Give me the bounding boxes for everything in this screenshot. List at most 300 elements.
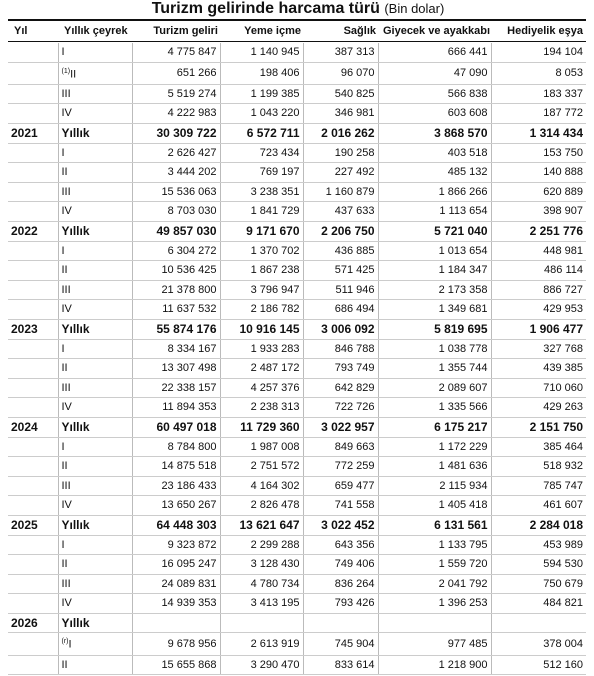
clothing-cell: 977 485	[378, 633, 491, 655]
quarter-row	[8, 182, 586, 202]
health-cell: 2 206 750	[303, 222, 378, 242]
quarter-row	[8, 378, 586, 398]
souvenirs-cell: 183 337	[491, 84, 586, 104]
quarter-cell	[58, 280, 132, 300]
souvenirs-cell: 398 907	[491, 202, 586, 222]
quarter-row	[8, 574, 586, 594]
food-drink-cell: 1 841 729	[220, 202, 303, 222]
quarter-row	[8, 84, 586, 104]
quarter-cell	[58, 574, 132, 594]
quarter-row	[8, 457, 586, 477]
quarter-row	[8, 555, 586, 575]
clothing-cell: 1 396 253	[378, 594, 491, 614]
tourism-revenue-cell: 11 894 353	[132, 398, 220, 418]
quarter-row	[8, 535, 586, 555]
health-cell: 437 633	[303, 202, 378, 222]
quarter-cell	[58, 437, 132, 457]
tourism-revenue-cell: 55 874 176	[132, 319, 220, 339]
year-cell	[8, 378, 58, 398]
year-cell	[8, 555, 58, 575]
quarter-cell	[58, 62, 132, 84]
annual-row	[8, 417, 586, 437]
quarter-label: III	[61, 87, 71, 100]
quarter-row	[8, 359, 586, 379]
tourism-revenue-cell: 14 939 353	[132, 594, 220, 614]
quarter-label: II	[61, 658, 68, 671]
table-body	[8, 43, 586, 675]
clothing-cell: 2 041 792	[378, 574, 491, 594]
food-drink-cell: 3 128 430	[220, 555, 303, 575]
header-clothing: Giyecek ve ayakkabı	[382, 25, 490, 37]
clothing-cell: 2 115 934	[378, 476, 491, 496]
quarter-cell	[58, 476, 132, 496]
clothing-cell: 1 013 654	[378, 241, 491, 261]
quarter-label: IV	[61, 205, 72, 218]
food-drink-cell: 1 199 385	[220, 84, 303, 104]
souvenirs-cell: 378 004	[491, 633, 586, 655]
souvenirs-cell: 448 981	[491, 241, 586, 261]
clothing-cell: 485 132	[378, 163, 491, 183]
health-cell: 346 981	[303, 104, 378, 124]
food-drink-cell: 1 987 008	[220, 437, 303, 457]
clothing-cell: 47 090	[378, 62, 491, 84]
souvenirs-cell: 1 906 477	[491, 319, 586, 339]
food-drink-cell: 1 933 283	[220, 339, 303, 359]
year-cell: 2023	[8, 319, 58, 339]
souvenirs-cell: 429 953	[491, 300, 586, 320]
health-cell: 793 749	[303, 359, 378, 379]
quarter-cell	[58, 378, 132, 398]
year-cell	[8, 241, 58, 261]
year-cell: 2022	[8, 222, 58, 242]
clothing-cell: 1 349 681	[378, 300, 491, 320]
health-cell: 643 356	[303, 535, 378, 555]
quarter-label: IV	[61, 401, 72, 414]
quarter-row	[8, 476, 586, 496]
health-cell: 745 904	[303, 633, 378, 655]
clothing-cell: 1 335 566	[378, 398, 491, 418]
quarter-cell	[58, 535, 132, 555]
quarter-cell	[58, 359, 132, 379]
quarter-cell	[58, 261, 132, 281]
quarter-label: II	[61, 264, 68, 277]
annual-row	[8, 124, 586, 144]
food-drink-cell: 769 197	[220, 163, 303, 183]
quarter-label: Yıllık	[61, 419, 90, 434]
food-drink-cell: 3 413 195	[220, 594, 303, 614]
clothing-cell: 1 038 778	[378, 339, 491, 359]
annual-row	[8, 515, 586, 535]
year-cell: 2026	[8, 613, 58, 633]
quarter-row	[8, 43, 586, 62]
quarter-label: I	[61, 440, 65, 453]
quarter-label: Yıllık	[61, 321, 90, 336]
souvenirs-cell: 886 727	[491, 280, 586, 300]
tourism-revenue-cell: 30 309 722	[132, 124, 220, 144]
tourism-revenue-cell: 2 626 427	[132, 143, 220, 163]
souvenirs-cell: 385 464	[491, 437, 586, 457]
food-drink-cell: 198 406	[220, 62, 303, 84]
year-cell: 2025	[8, 515, 58, 535]
tourism-revenue-cell: 23 186 433	[132, 476, 220, 496]
tourism-revenue-cell	[132, 613, 220, 633]
clothing-cell: 1 172 229	[378, 437, 491, 457]
food-drink-cell: 2 238 313	[220, 398, 303, 418]
tourism-revenue-cell: 13 650 267	[132, 496, 220, 516]
year-cell	[8, 535, 58, 555]
souvenirs-cell: 750 679	[491, 574, 586, 594]
souvenirs-cell: 8 053	[491, 62, 586, 84]
quarter-label: I	[61, 538, 65, 551]
tourism-revenue-cell: 4 222 983	[132, 104, 220, 124]
clothing-cell: 403 518	[378, 143, 491, 163]
quarter-label: I	[61, 46, 65, 58]
food-drink-cell: 1 043 220	[220, 104, 303, 124]
souvenirs-cell: 518 932	[491, 457, 586, 477]
health-cell: 836 264	[303, 574, 378, 594]
health-cell: 190 258	[303, 143, 378, 163]
year-cell	[8, 143, 58, 163]
health-cell: 3 022 452	[303, 515, 378, 535]
clothing-cell: 2 089 607	[378, 378, 491, 398]
year-cell	[8, 496, 58, 516]
tourism-revenue-cell: 8 784 800	[132, 437, 220, 457]
quarter-label: III	[61, 185, 71, 198]
food-drink-cell	[220, 613, 303, 633]
quarter-cell	[58, 182, 132, 202]
year-cell	[8, 339, 58, 359]
year-cell	[8, 62, 58, 84]
quarter-row	[8, 241, 586, 261]
page-title	[8, 0, 588, 18]
quarter-label: III	[61, 577, 71, 590]
header-souvenirs: Hediyelik eşya	[507, 25, 583, 37]
souvenirs-cell: 1 314 434	[491, 124, 586, 144]
tourism-revenue-cell: 13 307 498	[132, 359, 220, 379]
quarter-row	[8, 62, 586, 84]
quarter-label: I	[61, 342, 65, 355]
souvenirs-cell: 327 768	[491, 339, 586, 359]
quarter-cell	[58, 202, 132, 222]
quarter-label: I	[68, 639, 72, 652]
quarter-label: III	[61, 283, 71, 296]
food-drink-cell: 9 171 670	[220, 222, 303, 242]
souvenirs-cell: 785 747	[491, 476, 586, 496]
health-cell: 227 492	[303, 163, 378, 183]
year-cell	[8, 104, 58, 124]
clothing-cell: 1 355 744	[378, 359, 491, 379]
quarter-cell	[58, 555, 132, 575]
souvenirs-cell: 710 060	[491, 378, 586, 398]
food-drink-cell: 2 826 478	[220, 496, 303, 516]
tourism-revenue-cell: 8 703 030	[132, 202, 220, 222]
annual-row	[8, 319, 586, 339]
quarter-cell	[58, 319, 132, 339]
quarter-label: II	[61, 362, 68, 375]
food-drink-cell: 10 916 145	[220, 319, 303, 339]
food-drink-cell: 2 613 919	[220, 633, 303, 655]
year-cell	[8, 594, 58, 614]
food-drink-cell: 1 140 945	[220, 43, 303, 62]
year-cell	[8, 261, 58, 281]
souvenirs-cell: 153 750	[491, 143, 586, 163]
table-header	[8, 19, 586, 42]
quarter-row	[8, 594, 586, 614]
footnote-marker: (1)	[61, 67, 71, 75]
health-cell: 722 726	[303, 398, 378, 418]
food-drink-cell: 1 370 702	[220, 241, 303, 261]
souvenirs-cell: 2 151 750	[491, 417, 586, 437]
souvenirs-cell: 429 263	[491, 398, 586, 418]
souvenirs-cell: 439 385	[491, 359, 586, 379]
tourism-revenue-cell: 64 448 303	[132, 515, 220, 535]
clothing-cell: 1 481 636	[378, 457, 491, 477]
clothing-cell: 5 721 040	[378, 222, 491, 242]
clothing-cell: 1 133 795	[378, 535, 491, 555]
quarter-cell	[58, 594, 132, 614]
food-drink-cell: 3 290 470	[220, 655, 303, 675]
quarter-row	[8, 300, 586, 320]
footnote-marker: (r)	[61, 638, 69, 646]
quarter-cell	[58, 143, 132, 163]
year-cell	[8, 280, 58, 300]
clothing-cell: 666 441	[378, 43, 491, 62]
quarter-cell	[58, 84, 132, 104]
souvenirs-cell: 461 607	[491, 496, 586, 516]
health-cell: 833 614	[303, 655, 378, 675]
health-cell: 387 313	[303, 43, 378, 62]
food-drink-cell: 4 257 376	[220, 378, 303, 398]
quarter-cell	[58, 339, 132, 359]
clothing-cell: 2 173 358	[378, 280, 491, 300]
souvenirs-cell: 512 160	[491, 655, 586, 675]
tourism-revenue-cell: 22 338 157	[132, 378, 220, 398]
health-cell: 3 022 957	[303, 417, 378, 437]
quarter-cell	[58, 163, 132, 183]
quarter-cell	[58, 104, 132, 124]
quarter-cell	[58, 613, 132, 633]
souvenirs-cell: 484 821	[491, 594, 586, 614]
tourism-revenue-cell: 651 266	[132, 62, 220, 84]
quarter-label: II	[70, 68, 77, 81]
year-cell	[8, 437, 58, 457]
food-drink-cell: 2 751 572	[220, 457, 303, 477]
header-year: Yıl	[14, 25, 28, 37]
clothing-cell: 1 559 720	[378, 555, 491, 575]
souvenirs-cell: 594 530	[491, 555, 586, 575]
souvenirs-cell: 620 889	[491, 182, 586, 202]
souvenirs-cell: 453 989	[491, 535, 586, 555]
tourism-revenue-cell: 24 089 831	[132, 574, 220, 594]
souvenirs-cell: 2 284 018	[491, 515, 586, 535]
year-cell	[8, 457, 58, 477]
year-cell	[8, 476, 58, 496]
quarter-label: III	[61, 381, 71, 394]
health-cell: 659 477	[303, 476, 378, 496]
food-drink-cell: 6 572 711	[220, 124, 303, 144]
quarter-cell	[58, 398, 132, 418]
health-cell: 3 006 092	[303, 319, 378, 339]
food-drink-cell: 4 780 734	[220, 574, 303, 594]
quarter-row	[8, 261, 586, 281]
year-cell	[8, 163, 58, 183]
tourism-revenue-cell: 21 378 800	[132, 280, 220, 300]
quarter-cell	[58, 43, 132, 62]
health-cell: 436 885	[303, 241, 378, 261]
clothing-cell: 6 175 217	[378, 417, 491, 437]
food-drink-cell: 2 186 782	[220, 300, 303, 320]
year-cell	[8, 359, 58, 379]
quarter-row	[8, 104, 586, 124]
quarter-cell	[58, 222, 132, 242]
title-text: Turizm gelirinde harcama türü	[151, 0, 380, 17]
year-cell	[8, 398, 58, 418]
header-quarter: Yıllık çeyrek	[64, 25, 128, 37]
clothing-cell: 566 838	[378, 84, 491, 104]
health-cell: 1 160 879	[303, 182, 378, 202]
quarter-row	[8, 143, 586, 163]
souvenirs-cell: 140 888	[491, 163, 586, 183]
tourism-revenue-cell: 15 655 868	[132, 655, 220, 675]
quarter-row	[8, 496, 586, 516]
tourism-revenue-cell: 6 304 272	[132, 241, 220, 261]
quarter-row	[8, 280, 586, 300]
quarter-label: III	[61, 479, 71, 492]
health-cell	[303, 613, 378, 633]
quarter-label: II	[61, 460, 68, 473]
quarter-label: IV	[61, 107, 72, 120]
quarter-label: IV	[61, 499, 72, 512]
souvenirs-cell: 486 114	[491, 261, 586, 281]
quarter-row	[8, 655, 586, 675]
year-cell	[8, 43, 58, 62]
year-cell	[8, 633, 58, 655]
quarter-label: I	[61, 244, 65, 257]
tourism-revenue-cell: 9 678 956	[132, 633, 220, 655]
data-table	[8, 43, 586, 675]
tourism-revenue-cell: 3 444 202	[132, 163, 220, 183]
health-cell: 749 406	[303, 555, 378, 575]
quarter-label: Yıllık	[61, 615, 90, 630]
tourism-revenue-cell: 14 875 518	[132, 457, 220, 477]
quarter-cell	[58, 241, 132, 261]
quarter-cell	[58, 457, 132, 477]
health-cell: 772 259	[303, 457, 378, 477]
food-drink-cell: 11 729 360	[220, 417, 303, 437]
quarter-label: II	[61, 166, 68, 179]
clothing-cell: 5 819 695	[378, 319, 491, 339]
quarter-row	[8, 202, 586, 222]
clothing-cell: 1 218 900	[378, 655, 491, 675]
clothing-cell: 3 868 570	[378, 124, 491, 144]
quarter-label: IV	[61, 303, 72, 316]
quarter-cell	[58, 633, 132, 655]
year-cell	[8, 202, 58, 222]
clothing-cell: 6 131 561	[378, 515, 491, 535]
header-food-drink: Yeme içme	[244, 25, 301, 37]
food-drink-cell: 13 621 647	[220, 515, 303, 535]
clothing-cell: 1 113 654	[378, 202, 491, 222]
food-drink-cell: 4 164 302	[220, 476, 303, 496]
quarter-row	[8, 339, 586, 359]
quarter-cell	[58, 515, 132, 535]
food-drink-cell: 3 796 947	[220, 280, 303, 300]
tourism-revenue-cell: 5 519 274	[132, 84, 220, 104]
year-cell: 2021	[8, 124, 58, 144]
quarter-cell	[58, 496, 132, 516]
food-drink-cell: 1 867 238	[220, 261, 303, 281]
quarter-label: Yıllık	[61, 517, 90, 532]
year-cell	[8, 574, 58, 594]
quarter-cell	[58, 417, 132, 437]
tourism-revenue-cell: 16 095 247	[132, 555, 220, 575]
tourism-revenue-cell: 11 637 532	[132, 300, 220, 320]
quarter-row	[8, 437, 586, 457]
year-cell: 2024	[8, 417, 58, 437]
health-cell: 571 425	[303, 261, 378, 281]
header-health: Sağlık	[343, 25, 376, 37]
year-cell	[8, 300, 58, 320]
quarter-cell	[58, 300, 132, 320]
quarter-label: Yıllık	[61, 126, 90, 141]
souvenirs-cell: 2 251 776	[491, 222, 586, 242]
health-cell: 540 825	[303, 84, 378, 104]
tourism-revenue-cell: 8 334 167	[132, 339, 220, 359]
tourism-revenue-cell: 49 857 030	[132, 222, 220, 242]
quarter-row	[8, 398, 586, 418]
quarter-row	[8, 633, 586, 655]
quarter-label: I	[61, 146, 65, 159]
clothing-cell: 1 184 347	[378, 261, 491, 281]
clothing-cell: 603 608	[378, 104, 491, 124]
quarter-cell	[58, 124, 132, 144]
health-cell: 511 946	[303, 280, 378, 300]
tourism-revenue-cell: 10 536 425	[132, 261, 220, 281]
food-drink-cell: 3 238 351	[220, 182, 303, 202]
clothing-cell: 1 405 418	[378, 496, 491, 516]
clothing-cell	[378, 613, 491, 633]
tourism-revenue-cell: 9 323 872	[132, 535, 220, 555]
quarter-row	[8, 163, 586, 183]
health-cell: 846 788	[303, 339, 378, 359]
annual-row	[8, 222, 586, 242]
health-cell: 849 663	[303, 437, 378, 457]
quarter-label: Yıllık	[61, 224, 90, 238]
tourism-revenue-cell: 4 775 847	[132, 43, 220, 62]
annual-row	[8, 613, 586, 633]
health-cell: 642 829	[303, 378, 378, 398]
quarter-cell	[58, 655, 132, 675]
food-drink-cell: 2 487 172	[220, 359, 303, 379]
souvenirs-cell: 194 104	[491, 43, 586, 62]
tourism-revenue-cell: 60 497 018	[132, 417, 220, 437]
health-cell: 2 016 262	[303, 124, 378, 144]
health-cell: 741 558	[303, 496, 378, 516]
health-cell: 686 494	[303, 300, 378, 320]
unit-label: (Bin dolar)	[384, 1, 445, 16]
header-tourism-revenue: Turizm geliri	[153, 25, 218, 37]
year-cell	[8, 84, 58, 104]
year-cell	[8, 655, 58, 675]
health-cell: 96 070	[303, 62, 378, 84]
tourism-revenue-cell: 15 536 063	[132, 182, 220, 202]
health-cell: 793 426	[303, 594, 378, 614]
food-drink-cell: 2 299 288	[220, 535, 303, 555]
quarter-label: II	[61, 558, 68, 571]
year-cell	[8, 182, 58, 202]
souvenirs-cell	[491, 613, 586, 633]
quarter-label: IV	[61, 597, 72, 610]
